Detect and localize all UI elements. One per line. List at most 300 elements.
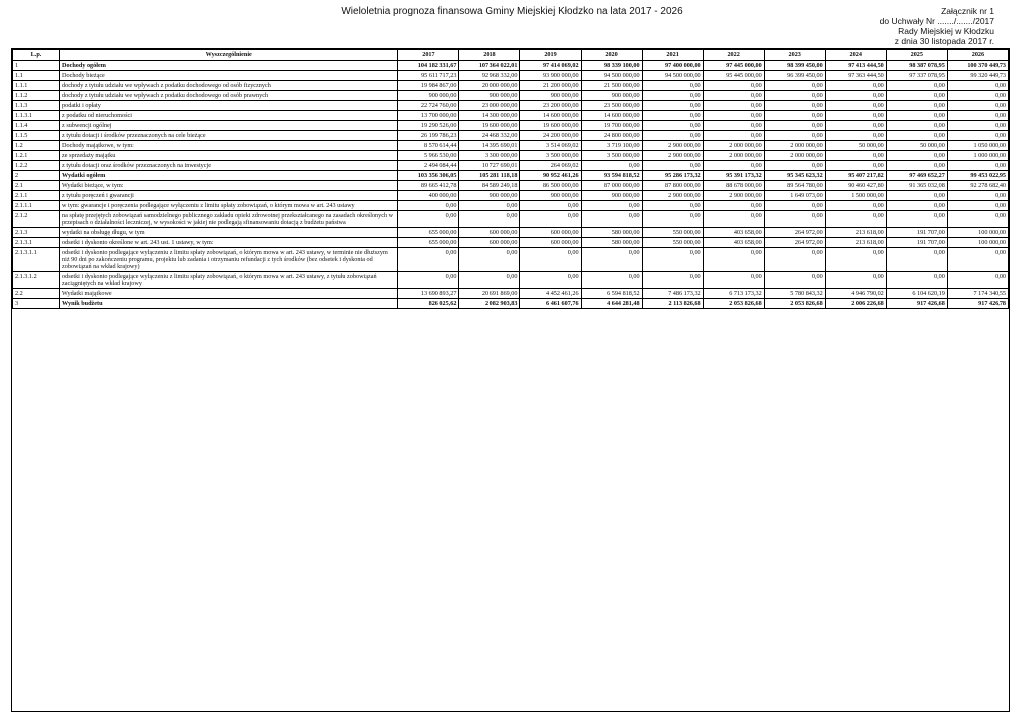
- row-value: 0,00: [825, 111, 886, 121]
- row-lp: 1.1.2: [13, 91, 60, 101]
- row-value: 24 200 000,00: [520, 131, 581, 141]
- row-value: 0,00: [703, 91, 764, 101]
- row-value: 917 426,78: [947, 299, 1008, 309]
- row-value: 0,00: [764, 161, 825, 171]
- row-value: 0,00: [886, 191, 947, 201]
- row-value: 95 445 000,00: [703, 71, 764, 81]
- row-value: 7 174 340,55: [947, 289, 1008, 299]
- row-value: 14 395 690,01: [459, 141, 520, 151]
- row-value: 0,00: [581, 248, 642, 272]
- row-value: 213 618,00: [825, 238, 886, 248]
- row-value: 3 500 000,00: [520, 151, 581, 161]
- row-value: 0,00: [398, 272, 459, 289]
- row-value: 0,00: [947, 111, 1008, 121]
- row-value: 95 407 217,82: [825, 171, 886, 181]
- row-value: 550 000,00: [642, 238, 703, 248]
- row-value: 2 000 000,00: [764, 151, 825, 161]
- row-value: 50 000,00: [825, 141, 886, 151]
- row-lp: 2: [13, 171, 60, 181]
- col-2022: 2022: [703, 50, 764, 61]
- row-value: 900 000,00: [581, 91, 642, 101]
- row-value: 93 594 818,52: [581, 171, 642, 181]
- row-description: Wydatki ogółem: [60, 171, 398, 181]
- row-value: 900 000,00: [520, 91, 581, 101]
- row-value: 0,00: [764, 248, 825, 272]
- row-value: 0,00: [764, 101, 825, 111]
- row-value: 0,00: [642, 81, 703, 91]
- row-value: 20 691 869,00: [459, 289, 520, 299]
- row-value: 0,00: [703, 121, 764, 131]
- row-value: 0,00: [886, 91, 947, 101]
- row-value: 264 972,00: [764, 228, 825, 238]
- row-description: Wydatki majątkowe: [60, 289, 398, 299]
- row-value: 0,00: [947, 248, 1008, 272]
- row-value: 100 370 449,73: [947, 61, 1008, 71]
- row-lp: 2.1.1.1: [13, 201, 60, 211]
- row-value: 86 500 000,00: [520, 181, 581, 191]
- row-value: 1 050 000,00: [947, 141, 1008, 151]
- row-value: 550 000,00: [642, 228, 703, 238]
- row-value: 600 000,00: [520, 228, 581, 238]
- row-value: 93 900 000,00: [520, 71, 581, 81]
- col-2017: 2017: [398, 50, 459, 61]
- row-value: 0,00: [825, 272, 886, 289]
- row-value: 0,00: [703, 161, 764, 171]
- row-lp: 2.2: [13, 289, 60, 299]
- row-value: 655 000,00: [398, 238, 459, 248]
- row-description: z podatku od nieruchomości: [60, 111, 398, 121]
- row-lp: 2.1.2: [13, 211, 60, 228]
- table-row: [13, 111, 1009, 121]
- row-value: 0,00: [642, 161, 703, 171]
- row-value: 0,00: [886, 101, 947, 111]
- row-value: 2 000 000,00: [703, 151, 764, 161]
- row-value: 95 611 717,23: [398, 71, 459, 81]
- attachment-note: [880, 6, 994, 46]
- row-description: dochody z tytułu udziału we wpływach z podatku dochodowego od osób prawnych: [60, 91, 398, 101]
- row-value: 0,00: [764, 131, 825, 141]
- row-value: 0,00: [581, 161, 642, 171]
- row-value: 2 113 826,68: [642, 299, 703, 309]
- row-value: 264 069,02: [520, 161, 581, 171]
- row-value: 2 900 000,00: [642, 151, 703, 161]
- col-2024: 2024: [825, 50, 886, 61]
- row-value: 900 000,00: [398, 91, 459, 101]
- row-value: 0,00: [642, 211, 703, 228]
- col-2025: 2025: [886, 50, 947, 61]
- row-value: 87 800 000,00: [642, 181, 703, 191]
- row-value: 191 707,00: [886, 228, 947, 238]
- row-value: 0,00: [764, 81, 825, 91]
- row-lp: 1.1.4: [13, 121, 60, 131]
- row-value: 84 589 249,18: [459, 181, 520, 191]
- col-desc: Wyszczególnienie: [60, 50, 398, 61]
- row-value: 1 000 000,00: [947, 151, 1008, 161]
- row-value: 50 000,00: [886, 141, 947, 151]
- row-lp: 2.1: [13, 181, 60, 191]
- row-value: 0,00: [520, 211, 581, 228]
- row-value: 2 900 000,00: [642, 141, 703, 151]
- row-value: 23 500 000,00: [581, 101, 642, 111]
- row-value: 0,00: [642, 91, 703, 101]
- row-value: 264 972,00: [764, 238, 825, 248]
- row-value: 14 300 000,00: [459, 111, 520, 121]
- row-value: 89 564 780,00: [764, 181, 825, 191]
- row-value: 94 500 000,00: [642, 71, 703, 81]
- row-value: 4 946 790,02: [825, 289, 886, 299]
- row-value: 0,00: [947, 101, 1008, 111]
- row-lp: 1.1: [13, 71, 60, 81]
- table-header-row: [13, 50, 1009, 61]
- row-value: 0,00: [947, 211, 1008, 228]
- row-value: 0,00: [459, 211, 520, 228]
- row-value: 103 356 306,05: [398, 171, 459, 181]
- row-value: 0,00: [642, 121, 703, 131]
- row-description: odsetki i dyskonto podlegające wyłączeniu z limitu spłaty zobowiązań, o którym mowa w art. 243 ustawy, w terminie nie dłuższym niż 90 dni po zakończeniu programu, projektu lub zadania i otrzymaniu refundacji z tych środków (bez odsetek i dyskonta od zobowiązań na wkład krajowy): [60, 248, 398, 272]
- row-value: 0,00: [886, 151, 947, 161]
- row-value: 0,00: [825, 121, 886, 131]
- row-value: 19 984 867,00: [398, 81, 459, 91]
- table-row: [13, 101, 1009, 111]
- row-value: 0,00: [703, 201, 764, 211]
- table-row: [13, 191, 1009, 201]
- row-lp: 2.1.3.1.2: [13, 272, 60, 289]
- row-value: 94 500 000,00: [581, 71, 642, 81]
- row-description: ze sprzedaży majątku: [60, 151, 398, 161]
- row-value: 14 600 000,00: [581, 111, 642, 121]
- row-value: 826 025,62: [398, 299, 459, 309]
- row-description: Dochody bieżące: [60, 71, 398, 81]
- row-value: 2 494 084,44: [398, 161, 459, 171]
- row-value: 13 700 000,00: [398, 111, 459, 121]
- row-value: 1 500 000,00: [825, 191, 886, 201]
- row-value: 7 486 173,32: [642, 289, 703, 299]
- col-lp: L.p.: [13, 50, 60, 61]
- table-row: [13, 238, 1009, 248]
- row-value: 403 658,00: [703, 238, 764, 248]
- row-value: 0,00: [886, 121, 947, 131]
- row-description: Dochody ogółem: [60, 61, 398, 71]
- row-value: 0,00: [825, 131, 886, 141]
- row-value: 0,00: [886, 161, 947, 171]
- attachment-number: Załącznik nr 1: [941, 6, 994, 16]
- row-value: 580 000,00: [581, 238, 642, 248]
- row-value: 92 968 332,00: [459, 71, 520, 81]
- row-description: z subwencji ogólnej: [60, 121, 398, 131]
- row-value: 97 337 078,95: [886, 71, 947, 81]
- col-2019: 2019: [520, 50, 581, 61]
- row-description: Wynik budżetu: [60, 299, 398, 309]
- col-2018: 2018: [459, 50, 520, 61]
- row-value: 0,00: [947, 272, 1008, 289]
- row-description: wydatki na obsługę długu, w tym: [60, 228, 398, 238]
- forecast-table-container: [11, 48, 1010, 712]
- col-2023: 2023: [764, 50, 825, 61]
- row-value: 0,00: [642, 201, 703, 211]
- row-value: 403 658,00: [703, 228, 764, 238]
- row-value: 580 000,00: [581, 228, 642, 238]
- row-value: 900 000,00: [581, 191, 642, 201]
- row-lp: 1.1.3: [13, 101, 60, 111]
- row-value: 0,00: [825, 81, 886, 91]
- row-lp: 1: [13, 61, 60, 71]
- row-value: 0,00: [520, 201, 581, 211]
- row-value: 14 600 000,00: [520, 111, 581, 121]
- row-value: 0,00: [581, 272, 642, 289]
- row-value: 0,00: [764, 211, 825, 228]
- row-lp: 2.1.1: [13, 191, 60, 201]
- row-value: 97 445 000,00: [703, 61, 764, 71]
- row-value: 88 678 000,00: [703, 181, 764, 191]
- row-description: Dochody majątkowe, w tym:: [60, 141, 398, 151]
- row-value: 97 363 444,50: [825, 71, 886, 81]
- row-value: 87 000 000,00: [581, 181, 642, 191]
- row-value: 600 000,00: [520, 238, 581, 248]
- table-row: [13, 201, 1009, 211]
- row-lp: 1.1.3.1: [13, 111, 60, 121]
- row-value: 0,00: [459, 272, 520, 289]
- table-row: [13, 211, 1009, 228]
- row-value: 21 200 000,00: [520, 81, 581, 91]
- row-value: 105 281 118,18: [459, 171, 520, 181]
- row-value: 2 000 000,00: [703, 141, 764, 151]
- table-row: [13, 272, 1009, 289]
- row-description: Wydatki bieżące, w tym:: [60, 181, 398, 191]
- row-value: 0,00: [886, 211, 947, 228]
- row-value: 0,00: [581, 211, 642, 228]
- row-value: 98 399 450,00: [764, 61, 825, 71]
- row-description: z tytułu dotacji i środków przeznaczonych na cele bieżące: [60, 131, 398, 141]
- row-value: 95 286 173,32: [642, 171, 703, 181]
- row-value: 0,00: [947, 81, 1008, 91]
- row-value: 97 414 069,02: [520, 61, 581, 71]
- row-description: z tytułu dotacji oraz środków przeznaczonych na inwestycje: [60, 161, 398, 171]
- row-value: 98 339 100,00: [581, 61, 642, 71]
- col-2020: 2020: [581, 50, 642, 61]
- row-value: 0,00: [642, 101, 703, 111]
- row-value: 89 665 412,78: [398, 181, 459, 191]
- row-value: 0,00: [886, 81, 947, 91]
- row-lp: 1.2.1: [13, 151, 60, 161]
- row-value: 96 399 450,00: [764, 71, 825, 81]
- row-value: 13 690 893,27: [398, 289, 459, 299]
- row-value: 0,00: [886, 272, 947, 289]
- table-row: [13, 131, 1009, 141]
- row-value: 8 570 614,44: [398, 141, 459, 151]
- row-value: 0,00: [459, 201, 520, 211]
- row-value: 900 000,00: [520, 191, 581, 201]
- row-value: 107 364 022,01: [459, 61, 520, 71]
- row-value: 98 387 078,95: [886, 61, 947, 71]
- table-row: [13, 181, 1009, 191]
- row-lp: 1.1.1: [13, 81, 60, 91]
- row-value: 4 644 281,48: [581, 299, 642, 309]
- table-row: [13, 161, 1009, 171]
- row-value: 91 365 032,08: [886, 181, 947, 191]
- row-value: 2 900 000,00: [703, 191, 764, 201]
- row-value: 0,00: [398, 201, 459, 211]
- row-description: odsetki i dyskonto podlegające wyłączeniu z limitu spłaty zobowiązań, o którym mowa w art. 243 ustawy, z tytułu zobowiązań zaciągniętych na wkład krajowy: [60, 272, 398, 289]
- row-value: 0,00: [947, 191, 1008, 201]
- row-value: 3 300 000,00: [459, 151, 520, 161]
- row-value: 0,00: [947, 161, 1008, 171]
- row-value: 0,00: [703, 248, 764, 272]
- row-lp: 2.1.3.1.1: [13, 248, 60, 272]
- row-value: 97 400 000,00: [642, 61, 703, 71]
- row-lp: 3: [13, 299, 60, 309]
- table-body: [13, 61, 1009, 309]
- row-value: 21 500 000,00: [581, 81, 642, 91]
- row-value: 6 461 607,76: [520, 299, 581, 309]
- row-lp: 1.2.2: [13, 161, 60, 171]
- row-description: odsetki i dyskonto określone w art. 243 ust. 1 ustawy, w tym:: [60, 238, 398, 248]
- row-value: 0,00: [825, 211, 886, 228]
- row-value: 0,00: [703, 101, 764, 111]
- row-value: 99 320 449,73: [947, 71, 1008, 81]
- row-value: 0,00: [886, 111, 947, 121]
- row-value: 24 468 332,00: [459, 131, 520, 141]
- row-description: podatki i opłaty: [60, 101, 398, 111]
- row-value: 0,00: [886, 131, 947, 141]
- row-value: 97 413 444,50: [825, 61, 886, 71]
- row-value: 0,00: [886, 201, 947, 211]
- table-row: [13, 289, 1009, 299]
- row-value: 6 713 173,32: [703, 289, 764, 299]
- table-row: [13, 151, 1009, 161]
- row-value: 92 278 682,40: [947, 181, 1008, 191]
- col-2026: 2026: [947, 50, 1008, 61]
- row-value: 2 082 903,83: [459, 299, 520, 309]
- row-value: 5 780 843,32: [764, 289, 825, 299]
- row-value: 0,00: [703, 81, 764, 91]
- row-value: 0,00: [642, 248, 703, 272]
- row-value: 0,00: [520, 248, 581, 272]
- row-lp: 2.1.3.1: [13, 238, 60, 248]
- row-value: 19 600 000,00: [520, 121, 581, 131]
- row-value: 0,00: [825, 101, 886, 111]
- row-value: 2 900 000,00: [642, 191, 703, 201]
- row-value: 917 426,68: [886, 299, 947, 309]
- table-row: [13, 91, 1009, 101]
- row-value: 400 000,00: [398, 191, 459, 201]
- row-value: 600 000,00: [459, 238, 520, 248]
- row-value: 191 707,00: [886, 238, 947, 248]
- row-value: 0,00: [703, 111, 764, 121]
- council-name: Rady Miejskiej w Kłodzku: [898, 26, 994, 36]
- row-description: z tytułu poręczeń i gwarancji: [60, 191, 398, 201]
- row-value: 900 000,00: [459, 91, 520, 101]
- table-row: [13, 61, 1009, 71]
- row-value: 1 649 073,00: [764, 191, 825, 201]
- table-row: [13, 299, 1009, 309]
- document-title: Wieloletnia prognoza finansowa Gminy Miejskiej Kłodzko na lata 2017 - 2026: [341, 6, 683, 17]
- resolution-number: do Uchwały Nr ......./......./2017: [879, 16, 994, 26]
- row-value: 6 594 818,52: [581, 289, 642, 299]
- row-value: 3 500 000,00: [581, 151, 642, 161]
- row-description: dochody z tytułu udziału we wpływach z podatku dochodowego od osób fizycznych: [60, 81, 398, 91]
- row-value: 95 345 623,32: [764, 171, 825, 181]
- row-value: 19 600 000,00: [459, 121, 520, 131]
- row-description: w tym: gwarancje i poręczenia podlegające wyłączeniu z limitu spłaty zobowiązań, o którym mowa w art. 243 ustawy: [60, 201, 398, 211]
- row-value: 100 000,00: [947, 228, 1008, 238]
- row-value: 95 391 173,32: [703, 171, 764, 181]
- row-value: 0,00: [764, 91, 825, 101]
- row-value: 4 452 461,26: [520, 289, 581, 299]
- row-value: 0,00: [642, 111, 703, 121]
- row-description: na spłatę przejętych zobowiązań samodzielnego publicznego zakładu opieki zdrowotnej przekształcanego na zasadach określonych w przepisach o działalności leczniczej, w wysokości w jakiej nie podlegają sfinansowaniu dotacją z budżetu państwa: [60, 211, 398, 228]
- row-value: 6 104 620,19: [886, 289, 947, 299]
- row-value: 2 006 226,68: [825, 299, 886, 309]
- row-lp: 1.2: [13, 141, 60, 151]
- row-value: 0,00: [947, 201, 1008, 211]
- row-value: 0,00: [520, 272, 581, 289]
- row-value: 0,00: [947, 91, 1008, 101]
- row-value: 900 000,00: [459, 191, 520, 201]
- resolution-date: z dnia 30 listopada 2017 r.: [894, 36, 994, 46]
- row-value: 24 800 000,00: [581, 131, 642, 141]
- col-2021: 2021: [642, 50, 703, 61]
- row-value: 0,00: [703, 211, 764, 228]
- row-value: 0,00: [764, 111, 825, 121]
- row-value: 100 000,00: [947, 238, 1008, 248]
- row-value: 23 200 000,00: [520, 101, 581, 111]
- row-value: 97 469 652,27: [886, 171, 947, 181]
- row-value: 2 000 000,00: [764, 141, 825, 151]
- row-value: 26 199 786,23: [398, 131, 459, 141]
- row-value: 22 724 760,00: [398, 101, 459, 111]
- row-value: 0,00: [764, 201, 825, 211]
- row-value: 2 053 826,68: [764, 299, 825, 309]
- row-value: 0,00: [642, 272, 703, 289]
- table-row: [13, 121, 1009, 131]
- row-value: 0,00: [703, 131, 764, 141]
- row-value: 0,00: [764, 121, 825, 131]
- table-row: [13, 228, 1009, 238]
- row-value: 99 453 022,95: [947, 171, 1008, 181]
- table-row: [13, 248, 1009, 272]
- table-row: [13, 171, 1009, 181]
- row-value: 20 000 000,00: [459, 81, 520, 91]
- row-value: 3 514 069,02: [520, 141, 581, 151]
- row-value: 600 000,00: [459, 228, 520, 238]
- row-value: 655 000,00: [398, 228, 459, 238]
- row-value: 0,00: [398, 211, 459, 228]
- row-value: 0,00: [825, 151, 886, 161]
- forecast-table: [12, 49, 1009, 309]
- row-value: 104 182 331,67: [398, 61, 459, 71]
- row-value: 0,00: [398, 248, 459, 272]
- row-value: 0,00: [825, 91, 886, 101]
- row-value: 0,00: [947, 121, 1008, 131]
- row-value: 3 719 100,00: [581, 141, 642, 151]
- table-row: [13, 81, 1009, 91]
- row-value: 23 000 000,00: [459, 101, 520, 111]
- row-lp: 2.1.3: [13, 228, 60, 238]
- row-value: 5 966 530,00: [398, 151, 459, 161]
- row-value: 0,00: [581, 201, 642, 211]
- row-value: 90 460 427,80: [825, 181, 886, 191]
- row-value: 0,00: [459, 248, 520, 272]
- row-value: 0,00: [764, 272, 825, 289]
- row-value: 0,00: [825, 248, 886, 272]
- row-value: 0,00: [703, 272, 764, 289]
- row-value: 0,00: [947, 131, 1008, 141]
- row-value: 0,00: [825, 161, 886, 171]
- row-lp: 1.1.5: [13, 131, 60, 141]
- row-value: 2 053 826,68: [703, 299, 764, 309]
- row-value: 213 618,00: [825, 228, 886, 238]
- row-value: 0,00: [886, 248, 947, 272]
